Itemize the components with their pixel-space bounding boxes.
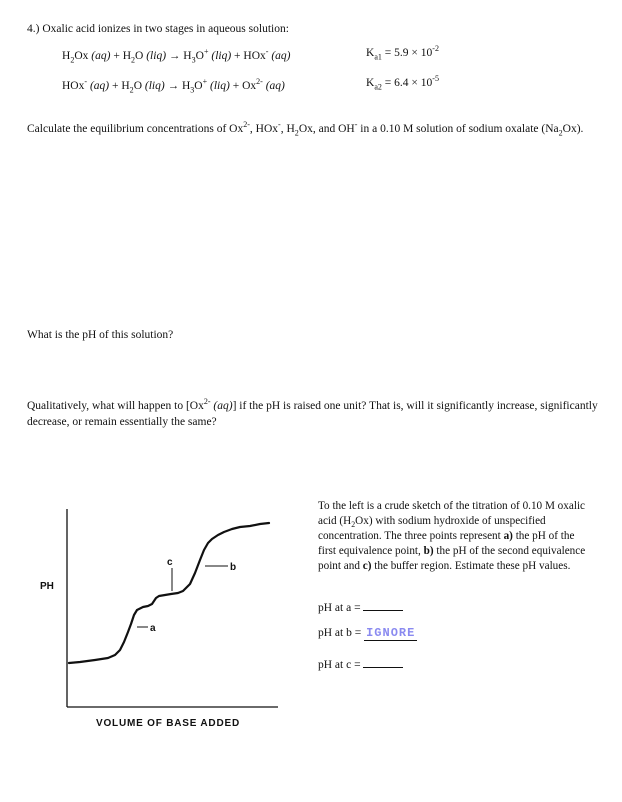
question-qualitative: Qualitatively, what will happen to [$Ox^{2-}$ (aq)] if the pH is raised one unit? That is, will it significantly increase, significantly decrease, or remain essentially the same? — [27, 397, 598, 428]
question-concentrations: Calculate the equilibrium concentrations of $Ox^{2-}$, HOx-, $H_2Ox$, and OH- in a 0.10 M solution of sodium oxalate $(Na_2Ox)$. — [27, 120, 584, 138]
ka2-value: $K_{a2} = 6.4 \times 10^{-5}$ — [366, 74, 439, 92]
titration-description: To the left is a crude sketch of the titration of 0.10 M oxalic acid $(H_2Ox)$ with sodium hydroxide of unspecified concentration. The three points represent a) the pH of the first equivalence point, b) the pH of the second equivalence point and c) the buffer region. Estimate these pH values. — [318, 500, 586, 572]
problem-number: 4.) — [27, 23, 40, 35]
answer-row-c — [318, 657, 403, 671]
point-label-c: c — [167, 557, 173, 568]
question-ph: What is the pH of this solution? — [27, 329, 174, 341]
reaction-2: HOx- $(aq) + H_2O$ $(liq) \to H_3O^+$ $(liq) + Ox^{2-}$ (aq) — [62, 77, 285, 95]
y-axis-label: PH — [40, 581, 54, 592]
answer-label-c: pH at c = — [318, 659, 361, 671]
titration-curve — [69, 523, 269, 663]
answer-label-b: pH at b = — [318, 627, 362, 639]
ka1-value: $K_{a1} = 5.9 \times 10^{-2}$ — [366, 44, 439, 62]
answer-blank-c[interactable] — [363, 657, 403, 668]
point-label-b: b — [230, 562, 237, 573]
answer-stamp-b: IGNORE — [366, 626, 416, 640]
answer-row-b — [318, 626, 417, 640]
x-axis-label: VOLUME OF BASE ADDED — [96, 718, 240, 729]
point-label-a: a — [150, 623, 156, 634]
problem-intro: Oxalic acid ionizes in two stages in aqueous solution: — [42, 23, 289, 35]
graph-axes — [67, 509, 278, 707]
point-markers — [137, 566, 228, 627]
answer-label-a: pH at a = — [318, 602, 361, 614]
answer-blank-a[interactable] — [363, 600, 403, 611]
answer-row-a — [318, 600, 403, 614]
reaction-1: $H_2Ox$ $(aq) + H_2O$ $(liq) \to H_3O^+$ (liq) + HOx- (aq) — [62, 47, 291, 65]
